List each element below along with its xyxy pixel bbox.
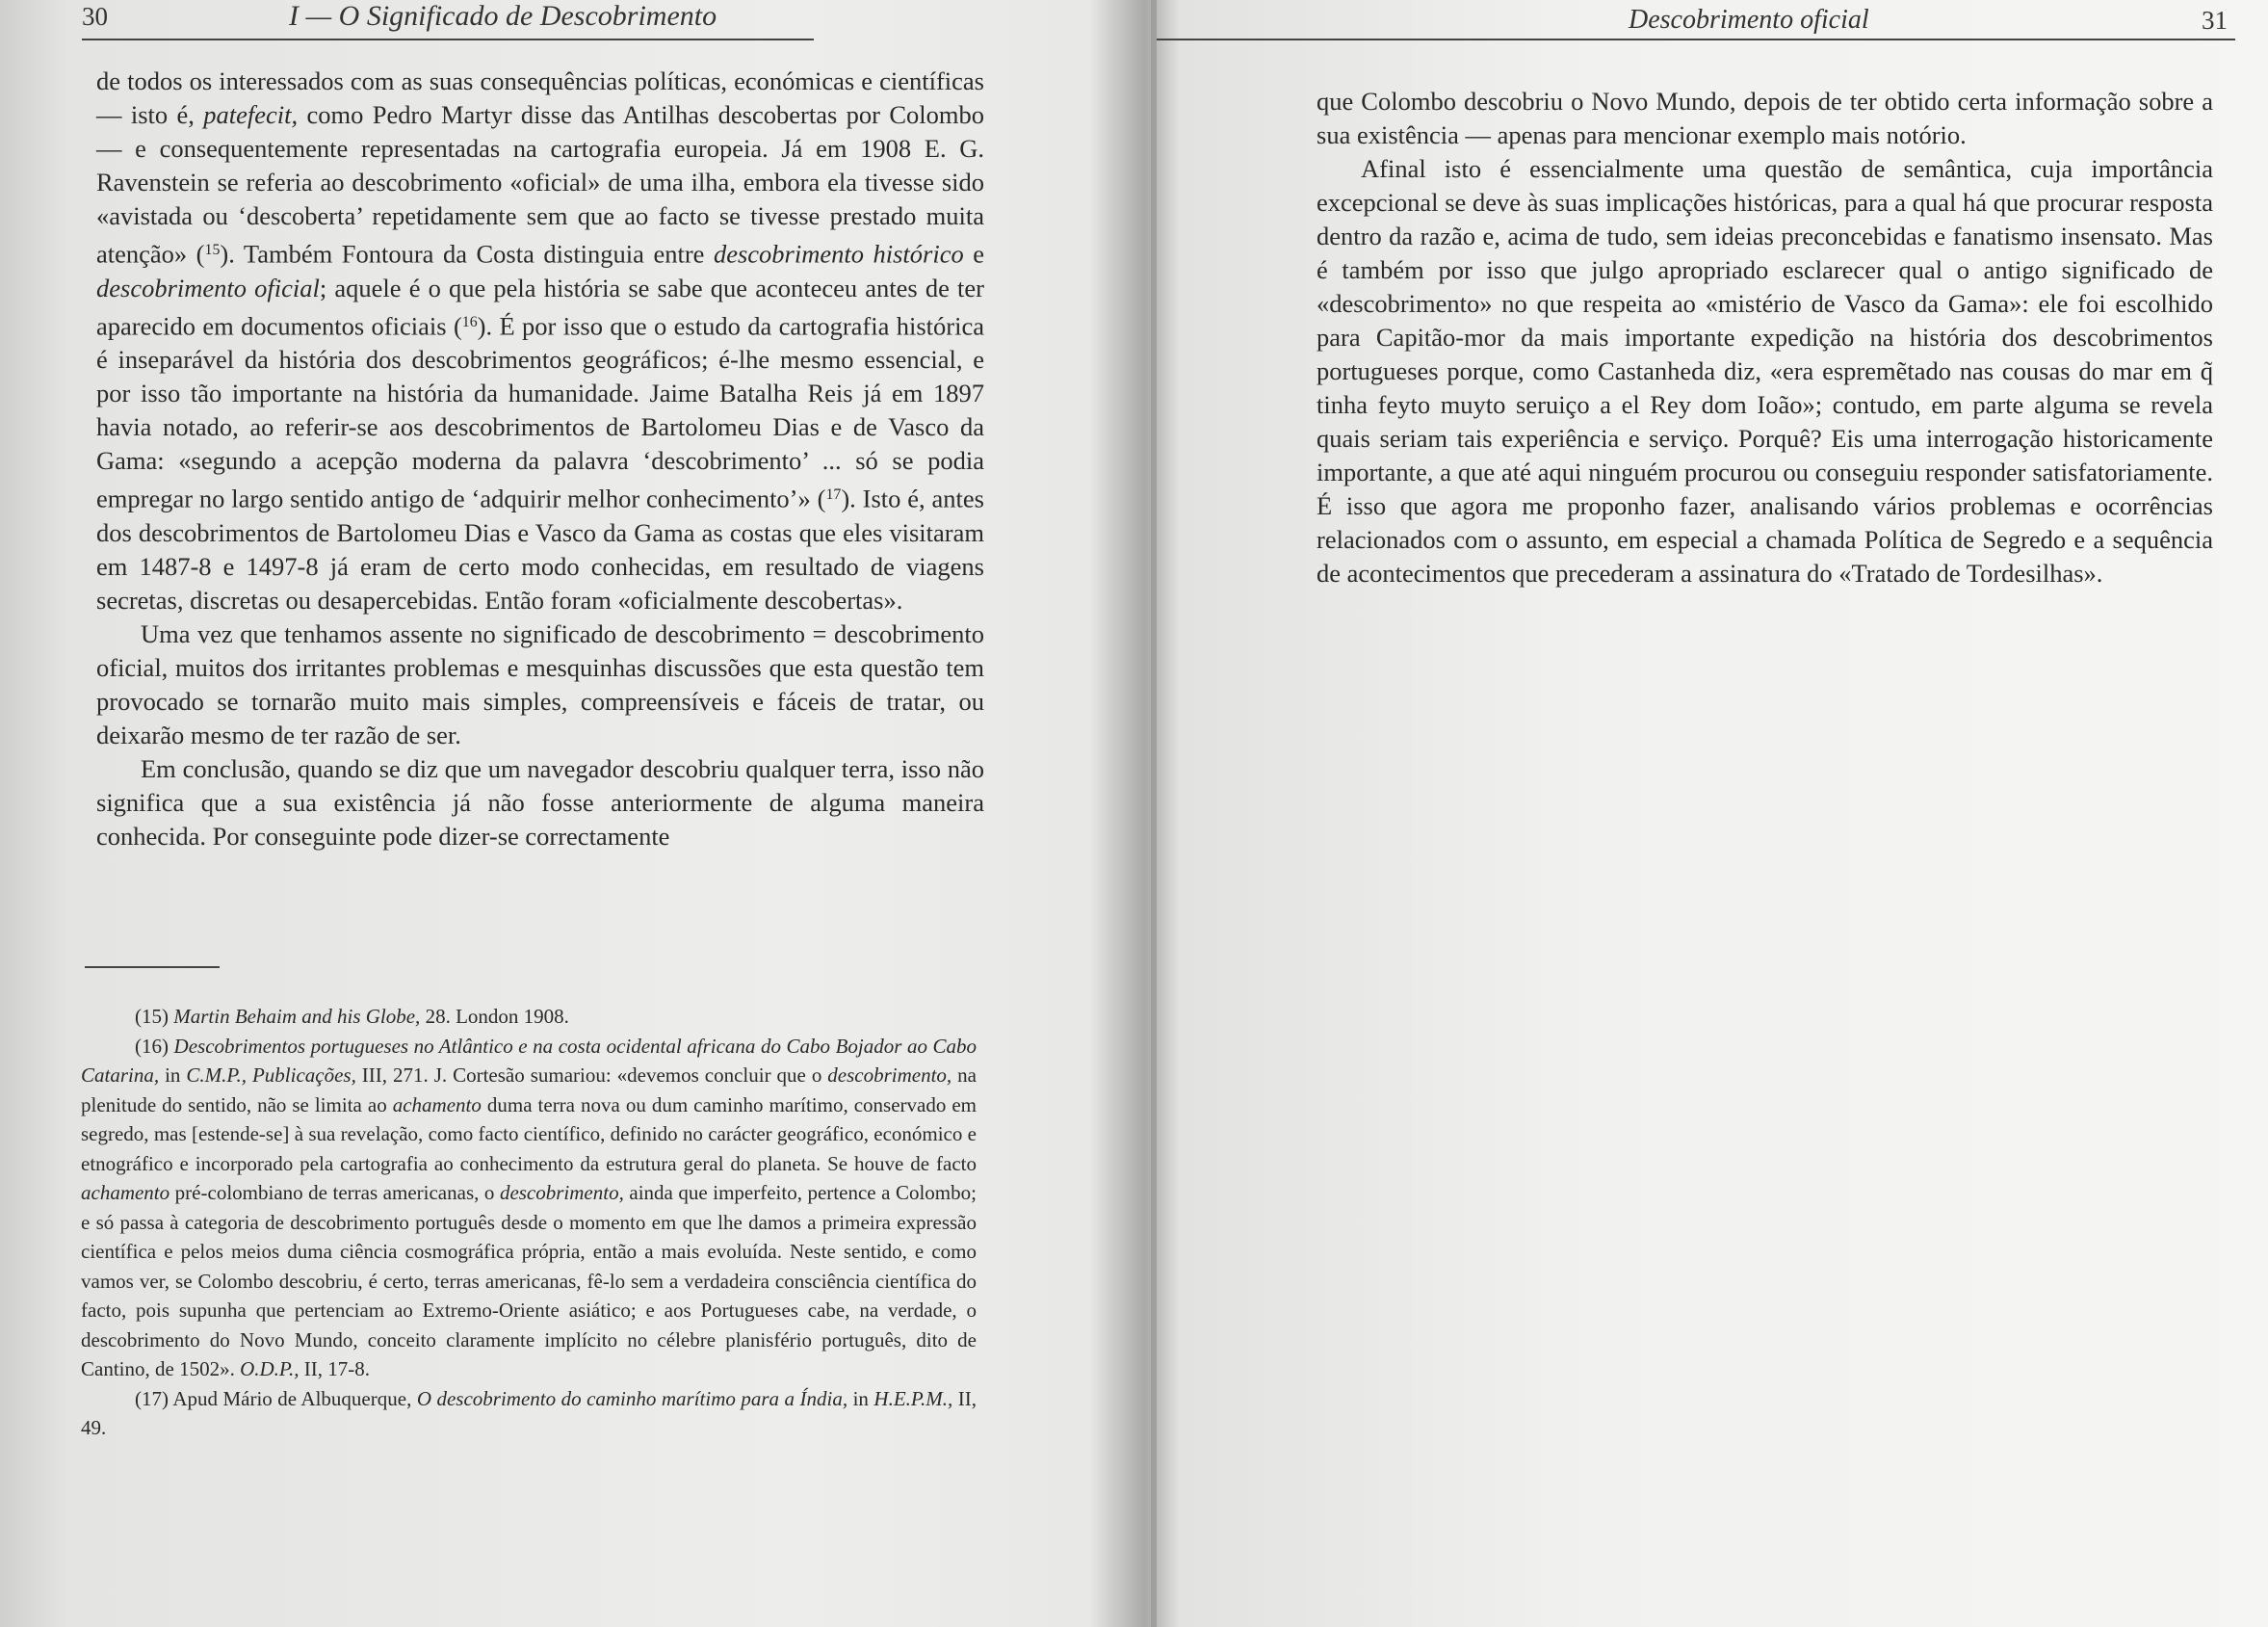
text-run: que Colombo descobriu o Novo Mundo, depois de ter obtido certa informação sobre a sua existência — apenas para mencionar exemplo mais notório. bbox=[1316, 87, 2213, 149]
italic-text: achamento bbox=[81, 1181, 170, 1204]
italic-text: H.E.P.M., bbox=[873, 1386, 953, 1410]
text-run: de todos os interessados com as suas consequências políticas, económicas e científicas — isto é, bbox=[96, 66, 984, 129]
text-run: pré-colombiano de terras americanas, o bbox=[169, 1181, 500, 1204]
italic-text: C.M.P., Publicações, bbox=[186, 1063, 356, 1087]
text-run: in bbox=[847, 1386, 874, 1410]
text-run: II, 17-8. bbox=[299, 1357, 371, 1380]
text-run: ainda que imperfeito, pertence a Colombo; e só passa à categoria de descobrimento português desde o momento em que lhe damos a primeira expressão científica e pelos meios duma ciência cosmográfica própria, então a mais evoluída. Neste sentido, e como vamos ver, se Colombo descobriu, é certo, terras americanas, fê-lo sem a verdadeira consciência científica do facto, pois supunha que pertenciam ao Extremo-Oriente asiático; e aos Portugueses cabe, na verdade, o descobrimento do Novo Mundo, conceito claramente implícito no célebre planisfério português, dito de Cantino, de 1502». bbox=[81, 1181, 977, 1380]
italic-text: descobrimento, bbox=[499, 1181, 624, 1204]
right-page-number: 31 bbox=[2202, 6, 2228, 35]
body-paragraph bbox=[96, 752, 984, 853]
text-run: III, 271. J. Cortesão sumariou: «devemos concluir que o bbox=[355, 1063, 828, 1087]
body-paragraph bbox=[96, 617, 984, 752]
right-running-title: Descobrimento oficial bbox=[1629, 5, 1869, 35]
left-running-title: I — O Significado de Descobrimento bbox=[289, 0, 717, 32]
text-run: Apud Mário de Albuquerque, bbox=[169, 1386, 417, 1410]
body-paragraph bbox=[1316, 152, 2213, 590]
right-body-text bbox=[1316, 85, 2213, 590]
note-reference: 16 bbox=[461, 313, 478, 330]
italic-text: O descobrimento do caminho marítimo para a Índia, bbox=[416, 1386, 848, 1410]
footnote-16 bbox=[81, 1032, 977, 1384]
text-run: ). Isto é, antes dos descobrimentos de Bartolomeu Dias e Vasco da Gama as costas que eles visitaram em 1487-8 e 1497-8 já eram de certo modo conhecidas, em resultado de viagens secretas, discretas ou desapercebidas. Então foram «oficialmente descobertas». bbox=[96, 485, 984, 616]
italic-text: descobrimento histórico bbox=[713, 239, 964, 269]
footnote-15 bbox=[81, 1002, 977, 1032]
left-running-head bbox=[82, 0, 814, 40]
text-run: II, 49. bbox=[81, 1386, 978, 1439]
italic-text: descobrimento, bbox=[827, 1063, 952, 1087]
text-run: ). Também Fontoura da Costa distinguia entre bbox=[220, 239, 714, 269]
text-run: (17) bbox=[135, 1386, 169, 1410]
text-run: como Pedro Martyr disse das Antilhas descobertas por Colombo — e consequentemente representadas na cartografia europeia. Já em 1908 E. G. Ravenstein se referia ao descobrimento «oficial» de uma ilha, embora ela tivesse sido «avistada ou ‘descoberta’ repetidamente sem que ao facto se tivesse prestado muita atenção» ( bbox=[96, 100, 984, 269]
text-run: (16) bbox=[135, 1034, 169, 1058]
text-run: 28. London 1908. bbox=[420, 1005, 569, 1028]
footnote-17 bbox=[81, 1384, 977, 1443]
left-page-number: 30 bbox=[82, 2, 108, 31]
body-paragraph bbox=[96, 65, 984, 617]
text-run: ). É por isso que o estudo da cartografia histórica é inseparável da história dos descobrimentos geográficos; é-lhe mesmo essencial, e por isso tão importante na história da humanidade. Jaime Batalha Reis já em 1897 havia notado, ao referir-se aos descobrimentos de Bartolomeu Dias e de Vasco da Gama: «segundo a acepção moderna da palavra ‘descobrimento’ ... só se podia empregar no largo sentido antigo de ‘adquirir melhor conhecimento’» ( bbox=[96, 311, 984, 514]
note-reference: 15 bbox=[204, 242, 221, 258]
text-run: Uma vez que tenhamos assente no significado de descobrimento = descobrimento oficial, muitos dos irritantes problemas e mesquinhas discussões que esta questão tem provocado se tornarão muito mais simples, compreensíveis e fáceis de tratar, ou deixarão mesmo de ter razão de ser. bbox=[96, 619, 984, 750]
italic-text: Martin Behaim and his Globe, bbox=[173, 1005, 421, 1028]
right-running-head bbox=[1157, 0, 2235, 40]
body-paragraph bbox=[1316, 85, 2213, 152]
text-run: Afinal isto é essencialmente uma questão de semântica, cuja importância excepcional se deve às suas implicações históricas, para a qual há que procurar resposta dentro da razão e, acima de tudo, sem ideias preconcebidas e fanatismo insensato. Mas é também por isso que julgo apropriado esclarecer qual o antigo significado de «descobrimento» no que respeita ao «mistério de Vasco da Gama»: ele foi escolhido para Capitão-mor da mais importante expedição na história dos descobrimentos portugueses porque, como Castanheda diz, «era espremẽtado nas cousas do mar em q̃ tinha feyto muyto seruiço a el Rey dom Ioão»; contudo, em parte alguma se revela quais seriam tais experiência e serviço. Porquê? Eis uma interrogação historicamente importante, a que até aqui ninguém procurou ou conseguiu responder satisfatoriamente. É isso que agora me proponho fazer, analisando vários problemas e ocorrências relacionados com o assunto, em especial a chamada Política de Segredo e a sequência de acontecimentos que precederam a assinatura do «Tratado de Tordesilhas». bbox=[1316, 154, 2213, 588]
italic-text: achamento bbox=[392, 1092, 482, 1116]
note-reference: 17 bbox=[825, 486, 842, 504]
text-run: e bbox=[963, 239, 985, 269]
italic-text: patefecit, bbox=[203, 100, 299, 129]
text-run: Em conclusão, quando se diz que um navegador descobriu qualquer terra, isso não significa que a sua existência já não fosse anteriormente de alguma maneira conhecida. Por conseguinte pode dizer-se correctamente bbox=[96, 754, 984, 852]
text-run: in bbox=[159, 1063, 187, 1087]
footnotes bbox=[81, 1002, 977, 1443]
italic-text: O.D.P., bbox=[240, 1357, 300, 1380]
text-run: duma terra nova ou dum caminho marítimo, conservado em segredo, mas [estende-se] à sua revelação, como facto científico, definido no carácter geográfico, económico e etnográfico e incorporado pela cartografia ao conhecimento da estrutura geral do planeta. Se houve de facto bbox=[81, 1092, 978, 1175]
text-run: (15) bbox=[135, 1005, 169, 1028]
text-run: ; aquele é o que pela história se sabe que aconteceu antes de ter aparecido em documentos oficiais ( bbox=[96, 273, 984, 341]
left-body-text bbox=[96, 65, 984, 853]
italic-text: Descobrimentos portugueses no Atlântico e na costa ocidental africana do Cabo Bojador ao Cabo Catarina, bbox=[81, 1034, 977, 1087]
text-run: na plenitude do sentido, não se limita ao bbox=[81, 1063, 977, 1116]
right-page bbox=[1157, 0, 2268, 1627]
italic-text: descobrimento oficial bbox=[96, 273, 320, 302]
footnote-rule bbox=[85, 966, 220, 968]
